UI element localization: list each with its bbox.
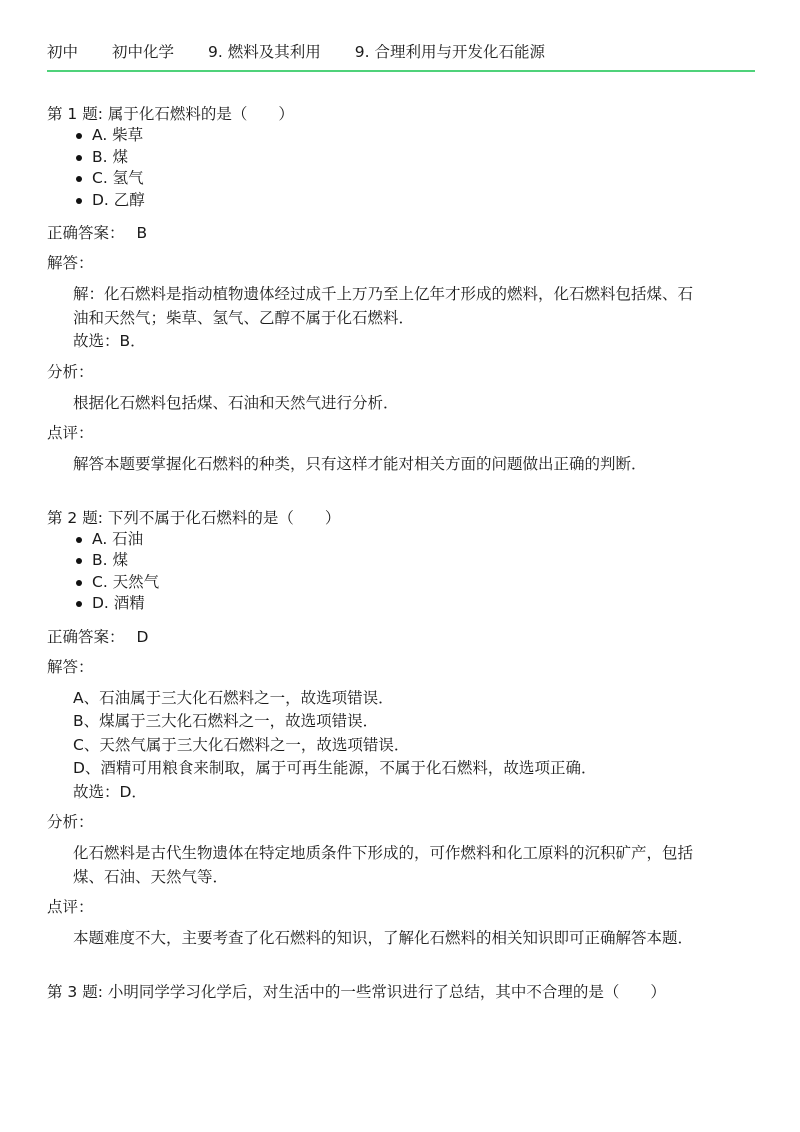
analysis-text (47, 842, 755, 889)
question-title: 第 1 题: 属于化石燃料的是（ ） (47, 105, 294, 123)
analysis-label: 分析： (47, 362, 94, 381)
comment-text (47, 453, 755, 477)
answer-label: 正确答案： (47, 627, 125, 646)
question-2 (47, 507, 755, 951)
text-line: 煤、石油、天然气等． (73, 867, 229, 886)
answer-value: D (136, 627, 149, 646)
text-line: 解：化石燃料是指动植物遗体经过成千上万乃至上亿年才形成的燃料，化石燃料包括煤、石 (73, 285, 694, 303)
solution-text (47, 283, 755, 354)
text-line: 化石燃料是古代生物遗体在特定地质条件下形成的，可作燃料和化工原料的沉积矿产，包括 (73, 844, 694, 862)
option-item: C. 天然气 (47, 572, 755, 594)
text-line: D、酒精可用粮食来制取，属于可再生能源，不属于化石燃料，故选项正确． (73, 759, 597, 777)
text-line: B、煤属于三大化石燃料之一，故选项错误． (73, 712, 379, 730)
answer-label: 正确答案： (47, 224, 125, 242)
option-item: B. 煤 (47, 550, 755, 572)
question-title: 第 3 题: 小明同学学习化学后，对生活中的一些常识进行了总结，其中不合理的是（ ） (47, 982, 666, 1001)
comment-label: 点评： (47, 424, 94, 442)
question-1 (47, 103, 755, 477)
text-line: 故选：D． (73, 782, 147, 801)
solution-label: 解答： (47, 254, 94, 272)
option-list (47, 125, 755, 211)
answer-value: B (136, 224, 148, 242)
option-list (47, 529, 755, 615)
option-item: A. 石油 (47, 529, 755, 551)
option-item: B. 煤 (47, 147, 755, 169)
breadcrumb-item-subject[interactable]: 初中化学 (112, 43, 175, 61)
option-item: C. 氢气 (47, 168, 755, 190)
correct-answer (47, 626, 755, 648)
breadcrumb-item-section[interactable]: 9. 合理利用与开发化石能源 (354, 43, 545, 61)
text-line: 解答本题要掌握化石燃料的种类，只有这样才能对相关方面的问题做出正确的判断． (73, 455, 647, 473)
analysis-label: 分析： (47, 813, 94, 831)
option-item: D. 酒精 (47, 593, 755, 615)
breadcrumb (47, 40, 755, 62)
document-page (47, 0, 755, 1003)
question-3 (47, 981, 755, 1003)
correct-answer (47, 222, 755, 244)
text-line: 根据化石燃料包括煤、石油和天然气进行分析． (73, 393, 399, 412)
comment-label: 点评： (47, 898, 94, 916)
comment-text (47, 927, 755, 951)
text-line: 本题难度不大，主要考查了化石燃料的知识，了解化石燃料的相关知识即可正确解答本题． (73, 929, 694, 947)
solution-text (47, 687, 755, 805)
text-line: 故选：B． (73, 332, 146, 350)
text-line: C、天然气属于三大化石燃料之一，故选项错误． (73, 735, 410, 754)
question-title: 第 2 题: 下列不属于化石燃料的是（ ） (47, 508, 341, 527)
solution-label: 解答： (47, 657, 94, 676)
option-item: A. 柴草 (47, 125, 755, 147)
breadcrumb-item-chapter[interactable]: 9. 燃料及其利用 (208, 43, 321, 61)
option-item: D. 乙醇 (47, 190, 755, 212)
breadcrumb-item-level[interactable]: 初中 (47, 43, 79, 61)
analysis-text (47, 392, 755, 416)
text-line: A、石油属于三大化石燃料之一，故选项错误． (73, 688, 394, 707)
text-line: 油和天然气；柴草、氢气、乙醇不属于化石燃料． (73, 308, 415, 327)
header-divider (47, 70, 755, 72)
